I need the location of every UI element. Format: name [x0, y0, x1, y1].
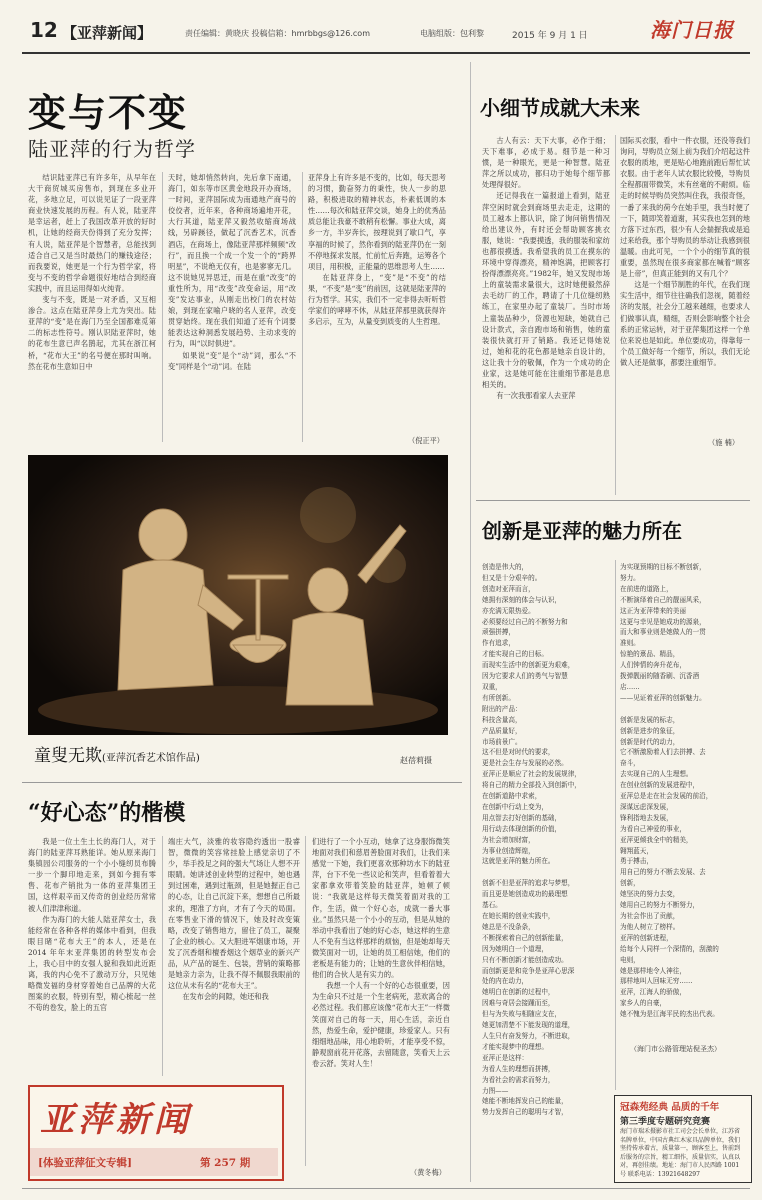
- section-rule: [476, 500, 750, 501]
- detail-article-col1: [482, 135, 610, 500]
- charm-article-col1: 创造是伟大的， 但又是十分艰辛的。 创造对亚萍而言， 她拥有深刻的体会与认识， 亦充满无限热爱。 必须要经过自己的不断努力和 顽强拼搏， 作有追求， 才能实现自己的目标。 而现实生活中的创新更为艰难， 因为它要求人们的勇气与智慧 双重， 有所创新。 附出的产品： 科技含量高， 产品质量好， 市场前景广。 这不但是对时代的要求， 更是社会生存与发展的必然。 亚萍正是顺应了社会的发展规律， 将自己的精力全部投入到创新中， 在创新道路中求索， 在创新中行动上变为， 用点智去打好创新的基础， 用行动去体现创新的价值， 为社会增加财富， 为事业创造辉煌， 这就是亚萍的魅力所在。 创新不但是亚萍的追求与梦想， 而且更是她创造成功的最理想 基石。 在她长期的创业实践中， 她总是不没条条， 不断探索着自己的创新能量， 因为她明白一个道理， 只有不断创新才能创造成功。 而创新更是和竞争是亚萍心思深 处的内在动力， 她明白在创新的过程中， 因难与奇居会接踵而至， 但与为失败与相随应支在， 她更加清楚不下能发现的道理， 人生只有奋发努力，不断进取， 才能实现梦中的理想。 亚萍正是这样： 为看人生的理想而拼搏， 为看社会的需求而努力， 力图—— 她能不断地挥发自己的能量， 势力发挥自己的聪明与才智，: [482, 563, 581, 1117]
- paragraph: 如果说“变”是个“动”词，那么“不变”同样是个“动”词。在陆: [168, 350, 296, 371]
- mindset-article-col3: [312, 836, 450, 1166]
- column-brand-title: 亚萍新闻: [40, 1100, 192, 1140]
- paragraph: 国际买衣服，看中一件衣服，还没等我们询问，导购员立刻上前为我们介绍起这件衣服的质地，更是贴心地跑前跑后帮忙试衣服。由于老年人试衣服比较慢，导购员全程都面带微笑，未有丝毫的不耐烦。临走的时候导购员突然叫住我，我很奇怪，一番了来我的荷今在她手里，我当时便了一下，随即笑着道谢，其实我也怎到的地方落下过东西，很少有人会揣握我或是追过来给我，那个导购员的举动让我感到很温暖。由此可见，一个个小的细节真的很重要，虽然现在很多商家都在喊着“顾客是上帝”，但真正能到的又有几个？: [620, 136, 750, 279]
- paragraph: 们进行了一个小互动，她拿了这身服饰微笑地面对我们和慈眉善脸面对我们，让我们来感觉一下她，我们更喜欢那种坊水下的陆亚萍，台下不免一些议论和笑声，但看着着大家都拿欢带着笑脸的陆亚萍，她顿了顿说：“我就是这样每天微笑着面对我的工作，生活，做一个好心态，成就一番大事业。”虽然只是一个小小的互动，但是从她的举动中我看出了她的好心态，她这样的生意人不免有当这样那样的烦恼，但是她却每天微笑面对一切，让她的员工相信她，他们的老板是有能力的；让她的生意伙伴相信她，他们的合伙人是有实力的。: [312, 837, 450, 980]
- photo-caption-title: 童叟无欺: [34, 746, 102, 766]
- paragraph: 亚萍身上有许多是不变的，比如，每天思考的习惯，勤奋努力的秉性，快人一步的思路，积极进取的精神状态，朴素低调的本性……每次和陆亚萍交谈，她身上的优秀品质总能让我豪不敢稍有松懈。事业大成，离乡一方，半岁奔长，按理说到了歇口气，享享福的时候了，然你看到的陆亚萍仍在一刻不停地探求发展，忙前忙后奔跑，运筹各个项目，用积极，正能量的思维思考人生……: [308, 173, 446, 271]
- paragraph: 天时，她却悄然转向，先后拿下南通，海门，如东等市区黄金地段开办商场，一时间，亚萍国际成为南通地产商号的佼佼者，近年来，各种商场遍地开花，大行其道，陆亚萍又毅然收缩商场战线，另辟蹊径，做起了沉香艺术，沉香酒店，在商场上，像陆亚萍那样频频“改行”，而且换一个成一个发一个的“跨界明星”，不说绝无仅有，也是寥寥无几。这不说她见异思迁，而是在重“改变”的重性所为，用“改变”改变命运，用“改变”发达事业，从刚走出校门的农村姑娘，到现在家喻户晓的名人亚萍，改变贯穿始终。现在我们知道了还有个词要能表达这种洞悉发展趋势、主动求变的行为，叫“以时俱进”。: [168, 173, 296, 349]
- section-name: 【亚萍新闻】: [62, 24, 153, 42]
- photo-credit: 赵蓓莉摄: [400, 756, 432, 765]
- paragraph: 作为海门的大能人陆亚萍女士，我能经常在各种各样的媒体中看到，但我眼目睹“花布大王”的本人，还是在 2014 年年末亚萍集团的转型发布会上，我心目中的女强人貌和我如此近距离，我的内心免不了激动万分，只见她略微发福的身材穿着她自己品牌的大花图案的衣服，特别有型，精心梳起一丝不苟的卷发，脸上的五官: [28, 914, 156, 1013]
- main-article-subtitle: 陆亚萍的行为哲学: [28, 137, 196, 161]
- paragraph: 我是一位土生土长的海门人，对于海门的陆亚萍耳熟能详。她从原来海门集镇园公司服务的一个小小缝纫员布腾一步一个脚印地走来，到如今拥有零售、花布产销批为一体的亚萍集团王国，这样艰辛而又传奇的创业经历常常被人们津津称道。: [28, 837, 156, 913]
- paragraph: 端庄大气，淡雅的妆容隐约透出一股睿智，微微的笑容常挂脸上感觉亲切了不少，举手投足之间的强大气场让人想不开眼睛。她讲述创业转型的过程中，她也遇到过困难，遇到过瓶颈，但是她握正自己的心态，让自己沉淀下来，想想自己所最求的，理准了方向，才有了今天的局面。在零售业下滑的情况下，她及时改变策略，改变了销售地方，留住了员工，凝聚了企业的核心。又大胆进军烟康市场，开发了沉香烟和檀香烟这个烟草业的新兴产品，从产品的诞生、包装，营销的策略都是她亲力亲为，让我不得不佩服我眼前的这位从未有名的“花布大王”。: [168, 837, 300, 991]
- paragraph: 这是一个细节制胜的年代，在我们现实生活中，细节往往确我们忽视，随着经济的发展，社会分工越来越细，也要求人们做事认真，精细，否则会影响整个社会系的正常运转，对于亚萍集团这样一个单位来说也是如此。单位要成功，得靠每一个员工做好每一个细节，所以，我们无论做人还是做事，都要注重细节。: [620, 280, 750, 367]
- column-divider: [615, 560, 616, 1090]
- column-divider: [162, 836, 163, 1076]
- paragraph: 还记得我在一篇报道上看到，陆亚萍空闲时就会到商场里去走走，这期的员工越本上都认识，除了询问销售情况给出建议外，有时还会帮助顾客挑衣服，她说：“我要摸透，我的服装和家纺也都很摸透。我希望我的员工在摸东的环境中穿得漂亮，精神饱满，把顾客打扮得漂漂亮亮。”1982年，她又发现市场上的童装需求量很大，这时她便毅然辞去毛纺厂的工作，聘请了十几位缝纫熟练工，在家里办起了童装厂。当时市场上童装品种少，货源也短缺，她就自己设计款式，亲自跑市场和销售，她的童装很快就打开了销路。我还记得她说过，她和花的花色都是她亲自设计的，这让我十分的敬佩，作为一个成功的企业家，这是她可能在注重细节都是息息相关的。: [482, 191, 610, 390]
- mindset-article-title: “好心态”的楷模: [28, 800, 186, 826]
- page-header: [0, 0, 762, 58]
- section-rule: [22, 782, 462, 783]
- column-divider: [615, 135, 616, 495]
- main-article-col2: [168, 172, 296, 450]
- mindset-article-col1: [28, 836, 156, 1078]
- paragraph: 有一次我那看家人去亚萍: [496, 391, 576, 401]
- newspaper-logo: 海门日报: [650, 18, 734, 42]
- column-brand-issue: 第 257 期: [200, 1157, 251, 1169]
- main-article-col3: [308, 172, 446, 434]
- paragraph: 古人有云：天下大事，必作于细；天下难事，必成于易。细节是一种习惯，是一种眼光，更是一种智慧。陆亚萍之所以成功，都归功于她每个细节都处理得很好。: [482, 136, 610, 190]
- paragraph: 在陆亚萍身上，“变”是“不变”的结果，“不变”是“变”的前因，这就是陆亚萍的行为哲学。其实，我们不一定非得去听听哲学家们的哮哮不休，从陆亚萍那里就获得许多启示，互为，从量变到质变的人生哲理。: [308, 272, 446, 327]
- sculpture-photo: [28, 455, 448, 735]
- editor-info: 责任编辑：黄晓庆 投稿信箱：hmrbbgs@126.com: [185, 29, 370, 38]
- designer-info: 电脑组版：包利黎: [420, 29, 484, 38]
- charm-article-title: 创新是亚萍的魅力所在: [482, 519, 682, 543]
- mindset-article-author: （黄冬梅）: [410, 1168, 446, 1177]
- paragraph: 变与不变，既是一对矛盾，又互相渗合。这点在陆亚萍身上尤为突出。陆亚萍的“变”是在海门乃至全国都难觅第二的标志性符号。刚认识陆亚萍时，她的花布生意已声名鹊起，尤其在浙江柯桥，“花布大王”的名号便在那时叫响。然在花布生意如日中: [28, 295, 156, 371]
- detail-article-title: 小细节成就大未来: [480, 96, 640, 120]
- photo-caption: [34, 741, 200, 766]
- detail-article-author: （施 楠）: [708, 438, 740, 447]
- column-brand-label: [体验亚萍征文专辑]: [38, 1157, 132, 1169]
- ad-headline: 冠森苑经典 品质的千年: [620, 1102, 720, 1113]
- charm-article-col2: 为实现预期的目标不断创新， 努力。 在前进的道路上， 不断演绎着自己的靓丽风采， 这正为亚萍带来的美丽 这更与幸见是她成功的源泉， 而大和事业则是她做人的一贯 准则。 惊艳的熹品、精品， 人们钟情的奔升花布， 拨弹靓丽的随香刷、沉香酒 店…… ——见证着亚萍的创新魅力。 创新是发展的标志， 创新是进步的象征， 创新是时代的动力， 它不断激励着人们去拼搏、去 奋斗， 去实现自己的人生理想。 在创业创新的发展进程中， 亚萍总是走在社会发展的前沿， 深谋远虑深发展， 锋利指地去发展， 为看自己神爱的事业， 亚萍更倾我全中的精美， 翱翔蓝天， 勇于搏击， 用自己的努力不断去发展、去 创新， 她坚决的努力去变， 她用自己的努力不断努力， 为社会作出了贡献， 为他人树立了榜样。 亚萍的创新进程， 给每个人同样一个深情的，刮激的 电则， 她是那样地令人神往， 那样地叫人回味无穷…… 亚萍，江海人的骄傲， 家乡人的自豪， 她不愧为是江海平民的杰出代表。: [620, 563, 719, 1019]
- column-divider: [302, 172, 303, 442]
- charm-article-author: （海门市公路管理站倪圣杰）: [630, 1045, 721, 1053]
- ad-body: 海门市瑞禾摄影市社工司会会长单位，江苏省名牌单位，中国古典红木家具品牌单位，我们坚持传承着古，质量第一，顾客至上，售前到后服务的宗旨，精工细作，质量信实，认真以对，再创佳绩。地址：海门市人民西路 1001 号 联系电话：13921648297: [620, 1128, 741, 1178]
- photo-caption-note: (亚萍沉香艺术馆作品): [102, 753, 200, 764]
- paragraph: 我想一个人有一个好的心态很重要，因为生命只不过是一个生老病死，悲欢离合的必然过程。我们都应该像“花布大王”一样微笑面对自己的每一天，用心生活，亲近自然，热爱生命，爱护健康，珍爱家人。只有细细地品味，用心地聆听，才能享受不惊，静观窗前花开花落，去留随意，笑看天上云卷云舒。笑对人生！: [312, 981, 450, 1068]
- page-number: 12: [30, 18, 58, 42]
- header-rule: [22, 52, 750, 54]
- detail-article-col2: [620, 135, 750, 439]
- ad-subhead: 第三季度专题研究竞赛: [620, 1117, 711, 1127]
- column-divider: [305, 836, 306, 1166]
- paragraph: 结识陆亚萍已有许多年，从早年在大干商贸城买房售布，到现在多业开花，多地立足，可以说见证了一段亚萍商业快速发展的历程。有人说，陆亚萍是幸运者，赶上了我国改革开放的好时机，让她的经商天份得到了充分发挥；有人说，陆亚萍是个智慧者，总能找到适合自己又是当时最热门的赚钱途径；而我要说，她更是一个行为哲学家，将变与不变的哲学命题很好地结合到经商实践中，而且运用得如火纯青。: [28, 173, 156, 293]
- issue-date: 2015 年 9 月 1 日: [512, 31, 588, 41]
- main-article-author: （倪正平）: [408, 436, 444, 445]
- column-divider: [162, 172, 163, 442]
- paragraph: 在发布会的间隙，她还和我: [182, 992, 269, 1002]
- footer-rule: [22, 1188, 750, 1189]
- main-article-col1: [28, 172, 156, 450]
- main-article-title: 变与不变: [28, 90, 189, 135]
- column-divider: [470, 62, 471, 1182]
- sculpture-illustration: [28, 455, 448, 735]
